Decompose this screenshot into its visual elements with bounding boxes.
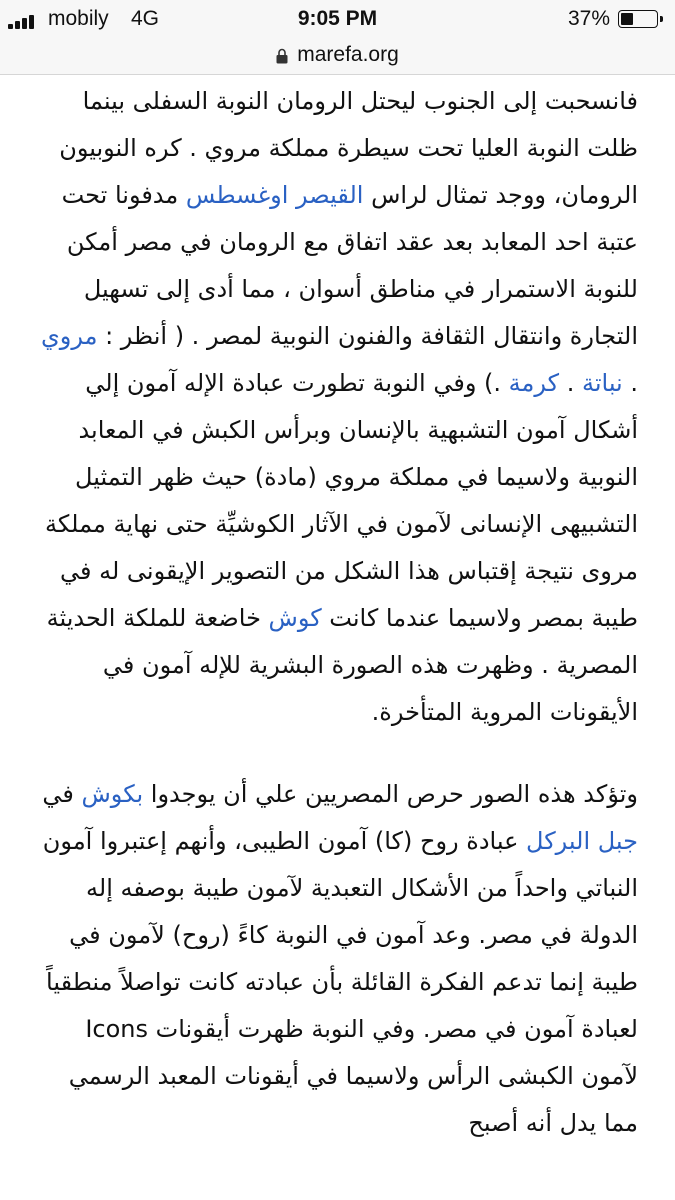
paragraph-text: عبادة روح (كا) آمون الطيبى، وأنهم إعتبروا آمون النباتي واحداً من الأشكال التعبدية لآمون طيبة بوصفه إله الدولة في مصر. وعد آمون في النوبة كاءً (روح) لآمون في طيبة إنما تدعم الفكرة القائلة بأن عبادته كانت تواصلاً منطقياً لعبادة آمون في مصر. وفي النوبة ظهرت أيقونات Icons لآمون الكبشى الرأس ولاسيما في أيقونات المعبد الرسمي مما يدل أنه أصبح — [42, 827, 638, 1137]
paragraph-text: فانسحبت إلى الجنوب ليحتل الرومان النوبة السفلى بينما ظلت النوبة العليا تحت سيطرة مملكة مروي . كره النوبيون الرومان، ووجد تمثال لراس — [59, 87, 638, 209]
clock: 9:05 PM — [297, 7, 378, 30]
address-bar[interactable] — [0, 36, 675, 75]
battery-icon — [618, 10, 658, 28]
paragraph-text: في — [42, 780, 82, 808]
url-text[interactable]: marefa.org — [297, 43, 399, 66]
link-separator: . — [622, 369, 638, 397]
link-kush[interactable]: بكوش — [81, 780, 144, 808]
link-separator: . — [559, 369, 582, 397]
link-napata[interactable]: نباتة — [581, 369, 623, 397]
link-kush[interactable]: كوش — [268, 604, 322, 632]
paragraph-text: وتؤكد هذه الصور حرص المصريين علي أن يوجدوا — [143, 780, 638, 808]
paragraph-text: .) وفي النوبة تطورت عبادة الإله آمون إلي أشكال آمون التشبهية بالإنسان وبرأس الكبش في المعابد النوبية ولاسيما في مملكة مروي (مادة) حيث ظهر التمثيل التشبيهى الإنسانى لآمون في الآثار الكوشيِّة حتى نهاية مملكة مروى نتيجة إقتباس هذا الشكل من التصوير الإيقونى له في طيبة بمصر ولاسيما عندما كانت — [45, 369, 638, 632]
network-type: 4G — [131, 7, 160, 30]
link-meroe[interactable]: مروي — [40, 322, 98, 350]
battery-percent: 37% — [568, 7, 611, 30]
link-augustus[interactable]: القيصر اوغسطس — [185, 181, 364, 209]
battery-level-fill — [621, 13, 633, 25]
lock-icon — [276, 48, 288, 64]
status-bar — [0, 0, 675, 40]
article-paragraph — [38, 771, 638, 1147]
link-jebel-barkal[interactable]: جبل البركل — [526, 827, 638, 855]
paragraph-text: خاضعة للملكة الحديثة المصرية . وظهرت هذه الصورة البشرية للإله آمون في الأيقونات المروية المتأخرة. — [46, 604, 638, 726]
article-paragraph — [38, 78, 638, 736]
paragraph-text: مدفونا تحت عتبة احد المعابد بعد عقد اتفاق مع الرومان في مصر أمكن للنوبة الاستمرار في مناطق أسوان ، مما أدى إلى تسهيل التجارة وانتقال الثقافة والفنون النوبية لمصر . ( أنظر : — [61, 181, 638, 350]
link-kerma[interactable]: كرمة — [508, 369, 560, 397]
carrier-name: mobily — [48, 7, 109, 30]
article-body — [38, 78, 638, 1147]
